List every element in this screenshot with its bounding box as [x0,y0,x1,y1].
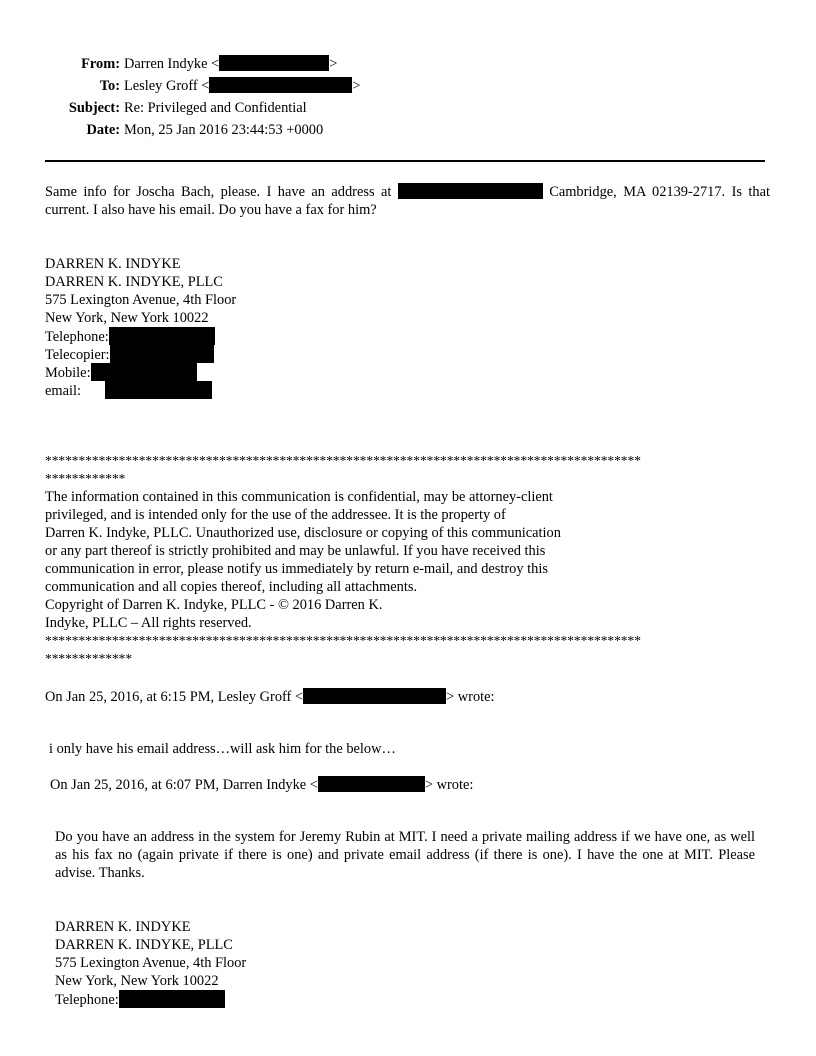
to-row [40,75,360,97]
redaction-box [119,990,225,1008]
quoted-reply-intro [45,688,495,706]
subject-value: Re: Privileged and Confidential [124,100,307,116]
signature-block [45,255,236,399]
redaction-box [303,688,446,704]
stars-divider-bottom: ***************************************************************************************** [45,633,641,648]
date-label: Date: [86,122,120,138]
signature-address-line1: 575 Lexington Avenue, 4th Floor [55,955,247,971]
to-value: Lesley Groff < [124,78,210,94]
reply-intro-text: On Jan 25, 2016, at 6:15 PM, Lesley Groff < [45,689,304,705]
disclaimer-line: communication and all copies thereof, including all attachments. [45,579,418,595]
body-text-b: Cambridge, MA 02139-2717. Is that current. I also have his email. Do you have a fax for him? [45,184,770,218]
signature-name: DARREN K. INDYKE [55,919,191,935]
signature-address-line1: 575 Lexington Avenue, 4th Floor [45,292,237,308]
stars-divider-top-wrap: ************ [45,471,126,486]
date-value: Mon, 25 Jan 2016 23:44:53 +0000 [124,122,324,138]
telephone-label: Telephone: [55,992,119,1008]
subject-row [40,97,360,119]
telephone-label: Telephone: [45,329,109,345]
disclaimer-line: Darren K. Indyke, PLLC. Unauthorized use, disclosure or copying of this communication [45,525,561,541]
disclaimer-line: communication in error, please notify us immediately by return e-mail, and destroy this [45,561,548,577]
reply-intro-end: > wrote: [446,689,495,705]
stars-divider-bottom-wrap: ************* [45,651,133,666]
signature-mobile [45,363,236,381]
signature-address-line2: New York, New York 10022 [45,310,209,326]
signature-name: DARREN K. INDYKE [45,256,181,272]
from-row [40,53,360,75]
from-value: Darren Indyke < [124,56,220,72]
from-label: From: [81,56,120,72]
redaction-box [318,776,425,792]
disclaimer-line: Copyright of Darren K. Indyke, PLLC - © 2016 Darren K. [45,597,383,613]
date-row [40,119,360,141]
quoted-reply-intro [50,776,473,794]
signature-telephone [55,990,246,1008]
disclaimer-line: Indyke, PLLC – All rights reserved. [45,615,252,631]
to-label: To: [99,78,120,94]
stars-divider-top: ***************************************************************************************** [45,453,641,468]
redaction-box [109,327,215,345]
header-divider [45,160,765,162]
from-end: > [329,56,338,72]
email-label: email: [45,383,81,399]
telecopier-label: Telecopier: [45,347,110,363]
email-header [40,53,360,141]
reply-intro-text: On Jan 25, 2016, at 6:07 PM, Darren Indyke < [50,777,318,793]
signature-block [55,918,246,1008]
signature-email [45,381,236,399]
redaction-box [110,345,214,363]
quoted-reply-text: Do you have an address in the system for Jeremy Rubin at MIT. I need a private mailing address if we have one, as well as his fax no (again private if there is one) and private email address (if there is one). I have the one at MIT. Please advise. Thanks. [55,829,755,881]
quoted-reply-text: i only have his email address…will ask him for the below… [49,741,396,757]
to-end: > [352,78,361,94]
redaction-box [91,363,197,381]
disclaimer-line: privileged, and is intended only for the use of the addressee. It is the property of [45,507,506,523]
redaction-box [105,381,212,399]
signature-address-line2: New York, New York 10022 [55,973,219,989]
redaction-box [398,183,543,199]
signature-firm: DARREN K. INDYKE, PLLC [45,274,223,290]
disclaimer-line: or any part thereof is strictly prohibited and may be unlawful. If you have received this [45,543,546,559]
reply-intro-end: > wrote: [424,777,474,793]
message-body [45,183,770,219]
signature-firm: DARREN K. INDYKE, PLLC [55,937,233,953]
mobile-label: Mobile: [45,365,91,381]
signature-telephone [45,327,236,345]
disclaimer-line: The information contained in this communication is confidential, may be attorney-client [45,489,553,505]
redaction-box [209,77,352,93]
signature-telecopier [45,345,236,363]
body-text-a: Same info for Joscha Bach, please. I have an address at [45,184,398,200]
confidentiality-disclaimer [45,452,770,668]
redaction-box [219,55,329,71]
subject-label: Subject: [68,100,120,116]
